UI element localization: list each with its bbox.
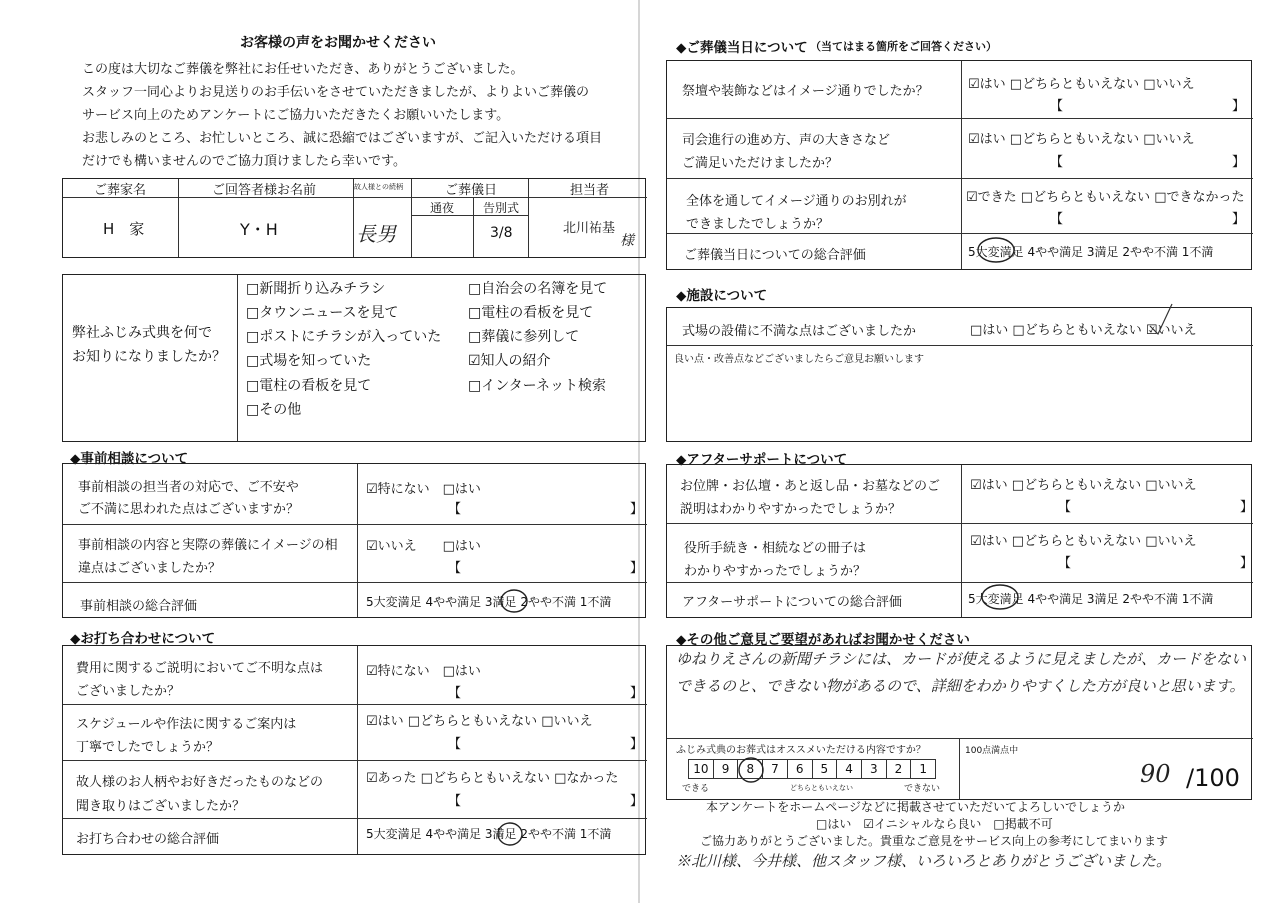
after-a3[interactable]: 5大変満足 4やや満足 3満足 2やや不満 1不満 <box>968 592 1214 606</box>
after-b2[interactable]: 【 】 <box>1058 556 1254 571</box>
meeting-q2-1: スケジュールや作法に関するご案内は <box>76 717 297 732</box>
meeting-heading: ◆お打ち合わせについて <box>70 631 216 647</box>
consult-q1-2: ご不満に思われた点はございますか？ <box>78 502 300 517</box>
source-option[interactable]: □電柱の看板を見て <box>468 305 594 321</box>
scale-cell[interactable]: 6 <box>788 760 813 778</box>
scale-high: できない <box>904 784 941 794</box>
source-option[interactable]: □その他 <box>246 402 302 418</box>
source-option[interactable]: □タウンニュースを見て <box>246 305 399 321</box>
value-relation: 長男 <box>356 222 396 246</box>
meeting-b1[interactable]: 【 】 <box>448 686 644 701</box>
header-farewell: 告別式 <box>483 201 520 215</box>
scale-cell[interactable]: 4 <box>837 760 862 778</box>
other-handwriting-2: できるのと、できない物があるので、詳細をわかりやすくした方が良いと思います。 <box>676 677 1245 695</box>
rating-circle-after <box>982 585 1018 609</box>
after-q2-1: 役所手続き・相続などの冊子は <box>684 541 867 556</box>
funeral-b2[interactable]: 【 】 <box>1050 155 1246 170</box>
scale-circle <box>739 758 763 782</box>
source-option[interactable]: □電柱の看板を見て <box>246 378 372 394</box>
header-wake: 通夜 <box>430 201 455 215</box>
after-heading: ◆アフターサポートについて <box>676 452 848 468</box>
scale-cell[interactable]: 8 <box>738 760 763 778</box>
scale-cell[interactable]: 2 <box>887 760 912 778</box>
other-handwriting-1: ゆねりえさんの新聞チラシには、カードが使えるように見えましたが、カードをない <box>676 650 1247 668</box>
page-title: お客様の声をお聞かせください <box>240 35 436 51</box>
after-q1-2: 説明はわかりやすかったでしょうか？ <box>680 502 902 517</box>
scale-cell[interactable]: 7 <box>763 760 788 778</box>
facility-q: 式場の設備に不満な点はございましたか <box>682 324 917 339</box>
facility-note: 良い点・改善点などございましたらご意見お願いします <box>674 354 924 365</box>
funeral-day-heading: ◆ご葬儀当日について <box>676 40 808 56</box>
meeting-a1[interactable]: ☑特にない □はい <box>366 664 481 679</box>
scale-cell[interactable]: 10 <box>689 760 714 778</box>
score-max: /100 <box>1186 764 1240 792</box>
after-q3: アフターサポートについての総合評価 <box>682 595 902 610</box>
scale-mid: どちらともいえない <box>790 784 853 792</box>
consult-a1[interactable]: ☑特にない □はい <box>366 482 481 497</box>
rating-circle-meeting <box>498 823 522 845</box>
source-option[interactable]: □ポストにチラシが入っていた <box>246 329 442 345</box>
value-funeral: 3/8 <box>490 225 513 241</box>
after-b1[interactable]: 【 】 <box>1058 500 1254 515</box>
consult-b2[interactable]: 【 】 <box>448 561 644 576</box>
funeral-a2[interactable]: ☑はい □どちらともいえない □いいえ <box>968 132 1195 147</box>
meeting-q1-1: 費用に関するご説明においてご不明な点は <box>76 661 324 676</box>
header-family: ご葬家名 <box>94 183 147 198</box>
scale-cell[interactable]: 9 <box>714 760 739 778</box>
value-staff: 北川祐基 <box>563 221 616 236</box>
meeting-a4[interactable]: 5大変満足 4やや満足 3満足 2やや不満 1不満 <box>366 827 612 841</box>
consult-q1-1: 事前相談の担当者の対応で、ご不安や <box>78 480 299 495</box>
after-a2[interactable]: ☑はい □どちらともいえない □いいえ <box>970 534 1197 549</box>
facility-a[interactable]: □はい □どちらともいえない ☑いいえ <box>970 323 1197 338</box>
meeting-b3[interactable]: 【 】 <box>448 794 644 809</box>
other-heading: ◆その他ご意見ご要望があればお聞かせください <box>676 632 970 648</box>
meeting-q2-2: 丁寧でしたでしょうか？ <box>76 740 220 755</box>
meeting-q3-1: 故人様のお人柄やお好きだったものなどの <box>76 775 324 790</box>
consult-a3[interactable]: 5大変満足 4やや満足 3満足 2やや不満 1不満 <box>366 595 612 609</box>
footnote-handwriting: ※北川様、今井様、他スタッフ様、いろいろとありがとうございました。 <box>676 852 1172 870</box>
meeting-a2[interactable]: ☑はい □どちらともいえない □いいえ <box>366 714 593 729</box>
source-label-1: 弊社ふじみ式典を何で <box>72 325 212 341</box>
meeting-q1-2: ございましたか？ <box>76 684 181 699</box>
funeral-q4: ご葬儀当日についての総合評価 <box>684 248 866 263</box>
consult-heading: ◆事前相談について <box>70 451 189 467</box>
funeral-b3[interactable]: 【 】 <box>1050 212 1246 227</box>
publish-options[interactable]: □はい ☑イニシャルなら良い □掲載不可 <box>816 817 1053 831</box>
consult-q2-2: 違点はございましたか？ <box>78 561 222 576</box>
funeral-a1[interactable]: ☑はい □どちらともいえない □いいえ <box>968 77 1195 92</box>
after-q2-2: わかりやすかったでしょうか？ <box>684 564 867 579</box>
publish-question: 本アンケートをホームページなどに掲載させていただいてよろしいでしょうか <box>706 800 1126 814</box>
funeral-a4[interactable]: 5大変満足 4やや満足 3満足 2やや不満 1不満 <box>968 245 1214 259</box>
intro-line-1: この度は大切なご葬儀を弊社にお任せいただき、ありがとうございました。 <box>82 62 524 77</box>
source-option[interactable]: ☑知人の紹介 <box>468 353 551 369</box>
funeral-q3-1: 全体を通してイメージ通りのお別れが <box>686 194 907 209</box>
funeral-q2-2: ご満足いただけましたか？ <box>682 156 839 171</box>
source-label-2: お知りになりましたか？ <box>72 349 226 365</box>
consult-q3: 事前相談の総合評価 <box>80 599 198 614</box>
value-respondent: Y・H <box>240 220 278 239</box>
funeral-q2-1: 司会進行の進め方、声の大きさなど <box>682 133 891 148</box>
source-option[interactable]: □新聞折り込みチラシ <box>246 281 386 297</box>
funeral-q1: 祭壇や装飾などはイメージ通りでしたか？ <box>682 84 929 99</box>
intro-line-2: スタッフ一同心よりお見送りのお手伝いをさせていただきましたが、よりよいご葬儀の <box>82 85 590 100</box>
funeral-day-note: （当てはまる箇所をご回答ください） <box>810 40 997 53</box>
funeral-b1[interactable]: 【 】 <box>1050 99 1246 114</box>
funeral-a3[interactable]: ☑できた □どちらともいえない □できなかった <box>966 190 1245 205</box>
consult-b1[interactable]: 【 】 <box>448 502 644 517</box>
scale-low: できる <box>682 784 710 794</box>
scale-cell[interactable]: 1 <box>919 762 927 776</box>
check-mark <box>1150 304 1172 334</box>
value-family: H 家 <box>103 220 145 238</box>
meeting-a3[interactable]: ☑あった □どちらともいえない □なかった <box>366 771 619 786</box>
header-staff: 担当者 <box>570 183 610 198</box>
source-option[interactable]: □自治会の名簿を見て <box>468 281 608 297</box>
thanks-text: ご協力ありがとうございました。貴重なご意見をサービス向上の参考にしてまいります <box>700 834 1169 848</box>
header-funeral-date: ご葬儀日 <box>445 183 498 198</box>
value-staff-suffix: 様 <box>620 233 634 249</box>
funeral-q3-2: できましたでしょうか？ <box>686 217 830 232</box>
meeting-q4: お打ち合わせの総合評価 <box>76 832 220 847</box>
rating-circle-funeral <box>978 238 1014 262</box>
source-option[interactable]: □葬儀に参列して <box>468 329 580 345</box>
after-a1[interactable]: ☑はい □どちらともいえない □いいえ <box>970 478 1197 493</box>
meeting-q3-2: 聞き取りはございましたか？ <box>76 799 246 814</box>
intro-line-5: だけでも構いませんのでご協力頂けましたら幸いです。 <box>82 154 406 169</box>
score-label: 100点満点中 <box>965 746 1019 756</box>
score-value[interactable]: 90 <box>1140 760 1171 788</box>
intro-line-3: サービス向上のためアンケートにご協力いただきたくお願いいたします。 <box>82 108 510 123</box>
source-option[interactable]: □式場を知っていた <box>246 353 372 369</box>
intro-line-4: お悲しみのところ、お忙しいところ、誠に恐縮ではございますが、ご記入いただける項目 <box>82 131 603 146</box>
recommend-question: ふじみ式典のお葬式はオススメいただける内容ですか？ <box>676 745 926 756</box>
consult-q2-1: 事前相談の内容と実際の葬儀にイメージの相 <box>78 538 338 553</box>
scale-cell[interactable]: 5 <box>813 760 838 778</box>
header-respondent: ご回答者様お名前 <box>212 183 317 198</box>
scale-cell[interactable]: 3 <box>862 760 887 778</box>
meeting-b2[interactable]: 【 】 <box>448 737 644 752</box>
source-option[interactable]: □インターネット検索 <box>468 378 606 394</box>
consult-a2[interactable]: ☑いいえ □はい <box>366 539 481 554</box>
after-q1-1: お位牌・お仏壇・あと返し品・お墓などのご <box>680 479 941 494</box>
header-relation: 故人様との続柄 <box>354 183 403 191</box>
facility-heading: ◆施設について <box>676 288 768 304</box>
rating-circle-consult <box>501 590 527 612</box>
